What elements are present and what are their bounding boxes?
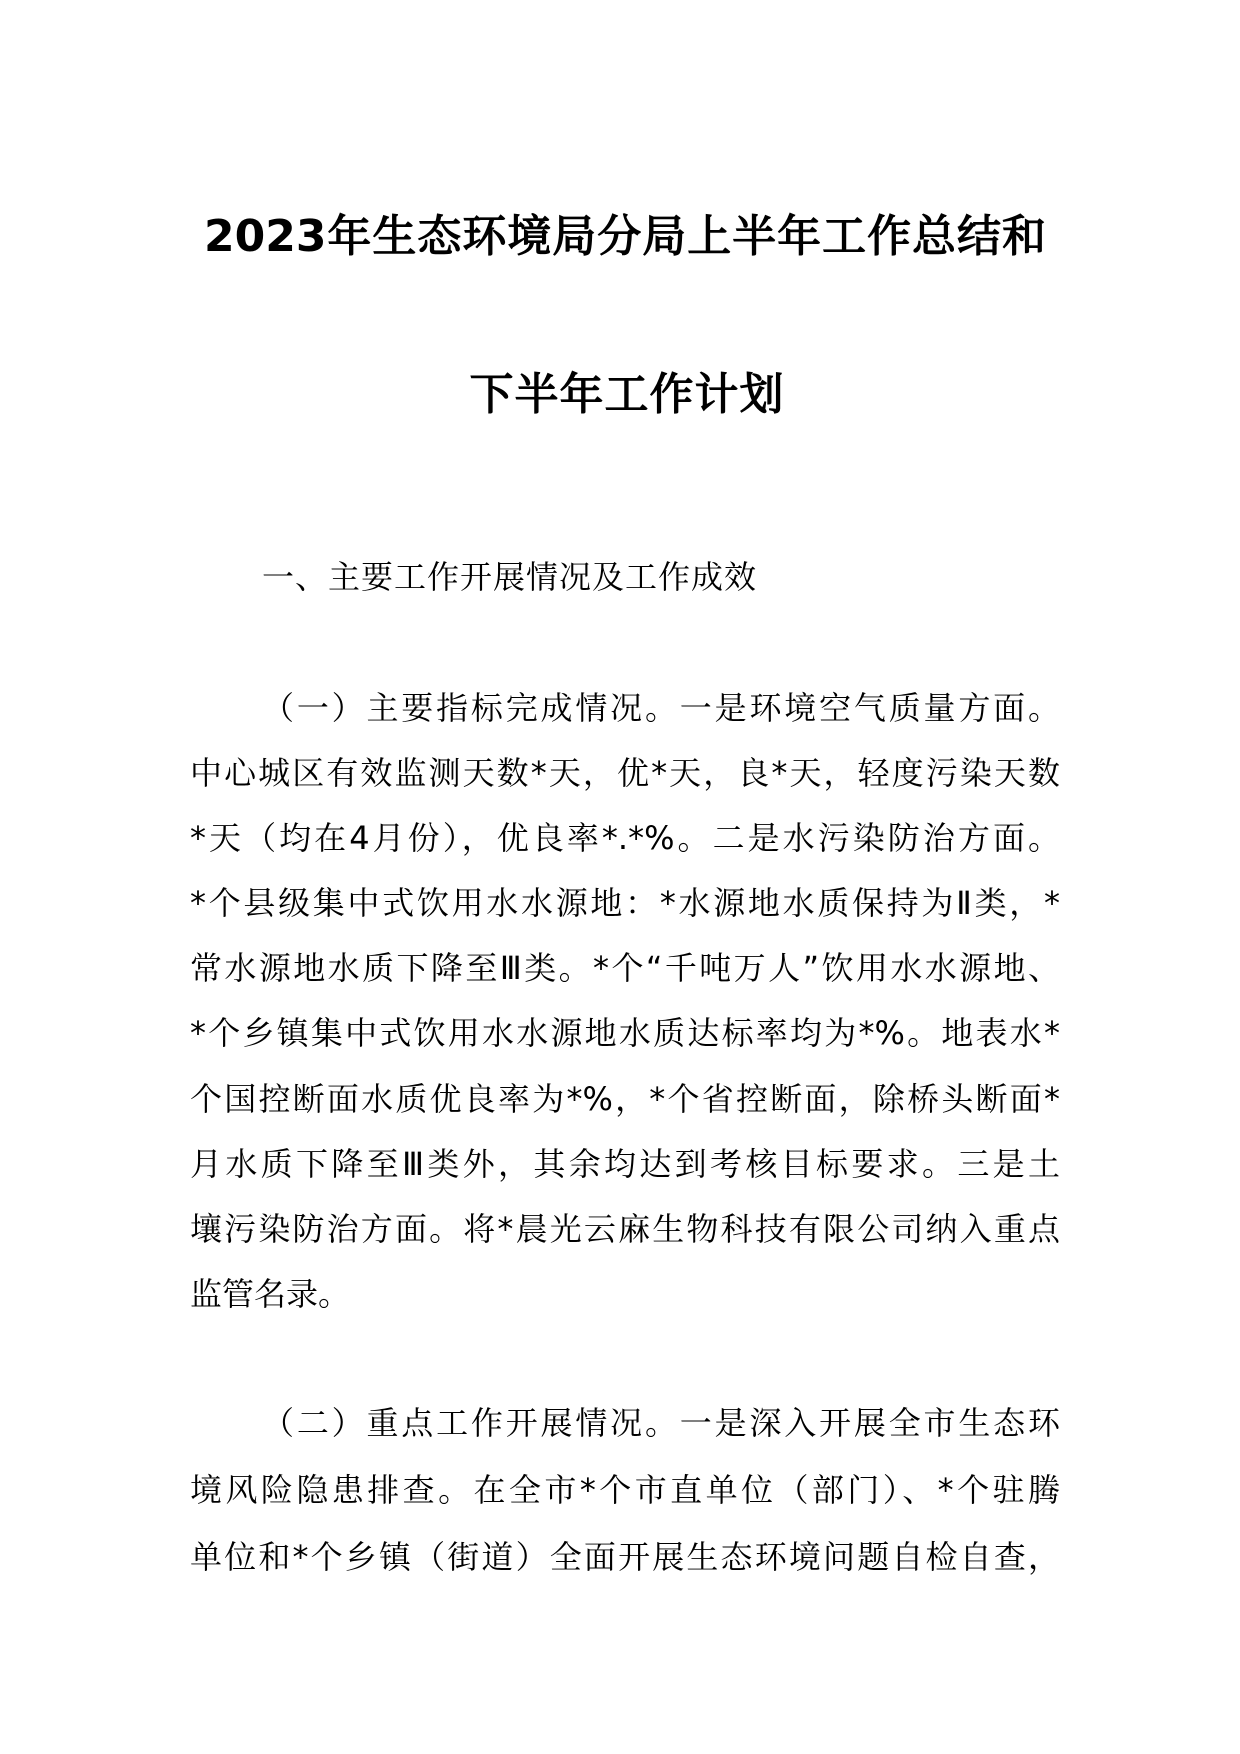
paragraph-line: 单位和*个乡镇（街道）全面开展生态环境问题自检自查， — [190, 1538, 1060, 1576]
paragraph-line: 常水源地水质下降至Ⅲ类。*个“千吨万人”饮用水水源地、 — [190, 949, 1060, 987]
paragraph-line: *天（均在4月份），优良率*.*%。二是水污染防治方面。 — [190, 819, 1060, 857]
section-heading: 一、主要工作开展情况及工作成效 — [262, 558, 758, 596]
paragraph-line: 境风险隐患排查。在全市*个市直单位（部门）、*个驻腾 — [190, 1471, 1060, 1509]
paragraph-line: 中心城区有效监测天数*天，优*天，良*天，轻度污染天数 — [190, 754, 1060, 792]
paragraph-line: 壤污染防治方面。将*晨光云麻生物科技有限公司纳入重点 — [190, 1210, 1060, 1248]
paragraph-line: 监管名录。 — [190, 1275, 351, 1313]
paragraph-line: 月水质下降至Ⅲ类外，其余均达到考核目标要求。三是土 — [190, 1145, 1060, 1183]
paragraph-line: 个国控断面水质优良率为*%，*个省控断面，除桥头断面* — [190, 1080, 1060, 1118]
paragraph-line: *个县级集中式饮用水水源地：*水源地水质保持为Ⅱ类，* — [190, 884, 1060, 922]
paragraph-line: （一）主要指标完成情况。一是环境空气质量方面。 — [262, 689, 1060, 727]
document-title-line-2: 下半年工作计划 — [469, 369, 785, 420]
paragraph-line: （二）重点工作开展情况。一是深入开展全市生态环 — [262, 1404, 1060, 1442]
paragraph-line: *个乡镇集中式饮用水水源地水质达标率均为*%。地表水* — [190, 1014, 1060, 1052]
document-title-line-1: 2023年生态环境局分局上半年工作总结和 — [204, 211, 1046, 262]
